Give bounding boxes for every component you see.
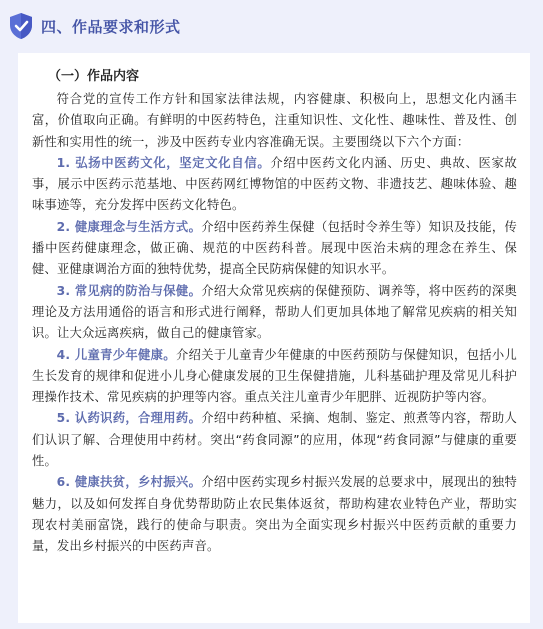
item-heading: 1. 弘扬中医药文化，坚定文化自信。 [56, 155, 271, 170]
item-text: 介绍中医药实现乡村振兴发展的总要求中，展现出的独特魅力，以及如何发挥自身优势帮助防止农民集体返贫，帮助构建农业特色产业，帮助实现农村美丽富饶，践行的使命与职责。突出为全面实现乡村振兴中医药贡献的重要力量，发出乡村振兴的中医药声音。 [32, 475, 517, 554]
list-item [32, 408, 517, 472]
item-heading: 2. 健康理念与生活方式。 [56, 219, 202, 234]
list-item [32, 281, 517, 345]
list-item [32, 217, 517, 281]
list-item [32, 153, 517, 217]
shield-check-icon [8, 12, 34, 40]
item-heading: 4. 儿童青少年健康。 [56, 347, 176, 362]
item-text: 介绍中医药文化内涵、历史、典故、医家故事，展示中医药示范基地、中医药网红博物馆的中医药文物、非遗技艺、趣味体验、趣味事迹等，充分发挥中医药文化特色。 [32, 155, 517, 213]
item-heading: 5. 认药识药，合理用药。 [56, 411, 202, 426]
intro-paragraph: 符合党的宣传工作方针和国家法律法规，内容健康、积极向上，思想文化内涵丰富，价值取向正确。有鲜明的中医药特色，注重知识性、文化性、趣味性、普及性、创新性和实用性的统一，涉及中医药专业内容准确无误。主要围绕以下六个方面： [32, 92, 517, 149]
item-text: 介绍中医药养生保健（包括时令养生等）知识及技能，传播中医药健康理念，做正确、规范的中医药科普。展现中医治未病的理念在养生、保健、亚健康调治方面的独特优势，提高全民防病保健的知识水平。 [32, 219, 517, 277]
list-item [32, 472, 517, 557]
item-text: 介绍大众常见疾病的保健预防、调养等，将中医药的深奥理论及方法用通俗的语言和形式进行阐释，帮助人们更加具体地了解常见疾病的相关知识。让大众远离疾病，做自己的健康管家。 [32, 283, 517, 341]
section-header [0, 0, 543, 52]
item-text: 介绍关于儿童青少年健康的中医药预防与保健知识，包括小儿生长发育的规律和促进小儿身心健康发展的卫生保健措施，儿科基础护理及常见儿科护理操作技术、常见疾病的护理等内容。重点关注儿童青少年肥胖、近视防护等内容。 [32, 347, 517, 405]
item-heading: 3. 常见病的防治与保健。 [56, 283, 202, 298]
item-heading: 6. 健康扶贫，乡村振兴。 [56, 475, 202, 490]
content-panel [18, 53, 530, 623]
page-title: 四、作品要求和形式 [41, 18, 181, 36]
item-text: 介绍中药种植、采摘、炮制、鉴定、煎煮等内容，帮助人们认识了解、合理使用中药材。突出“药食同源”的应用，体现“药食同源”与健康的重要性。 [32, 411, 517, 469]
section-title: （一）作品内容 [48, 69, 140, 84]
list-item [32, 345, 517, 409]
